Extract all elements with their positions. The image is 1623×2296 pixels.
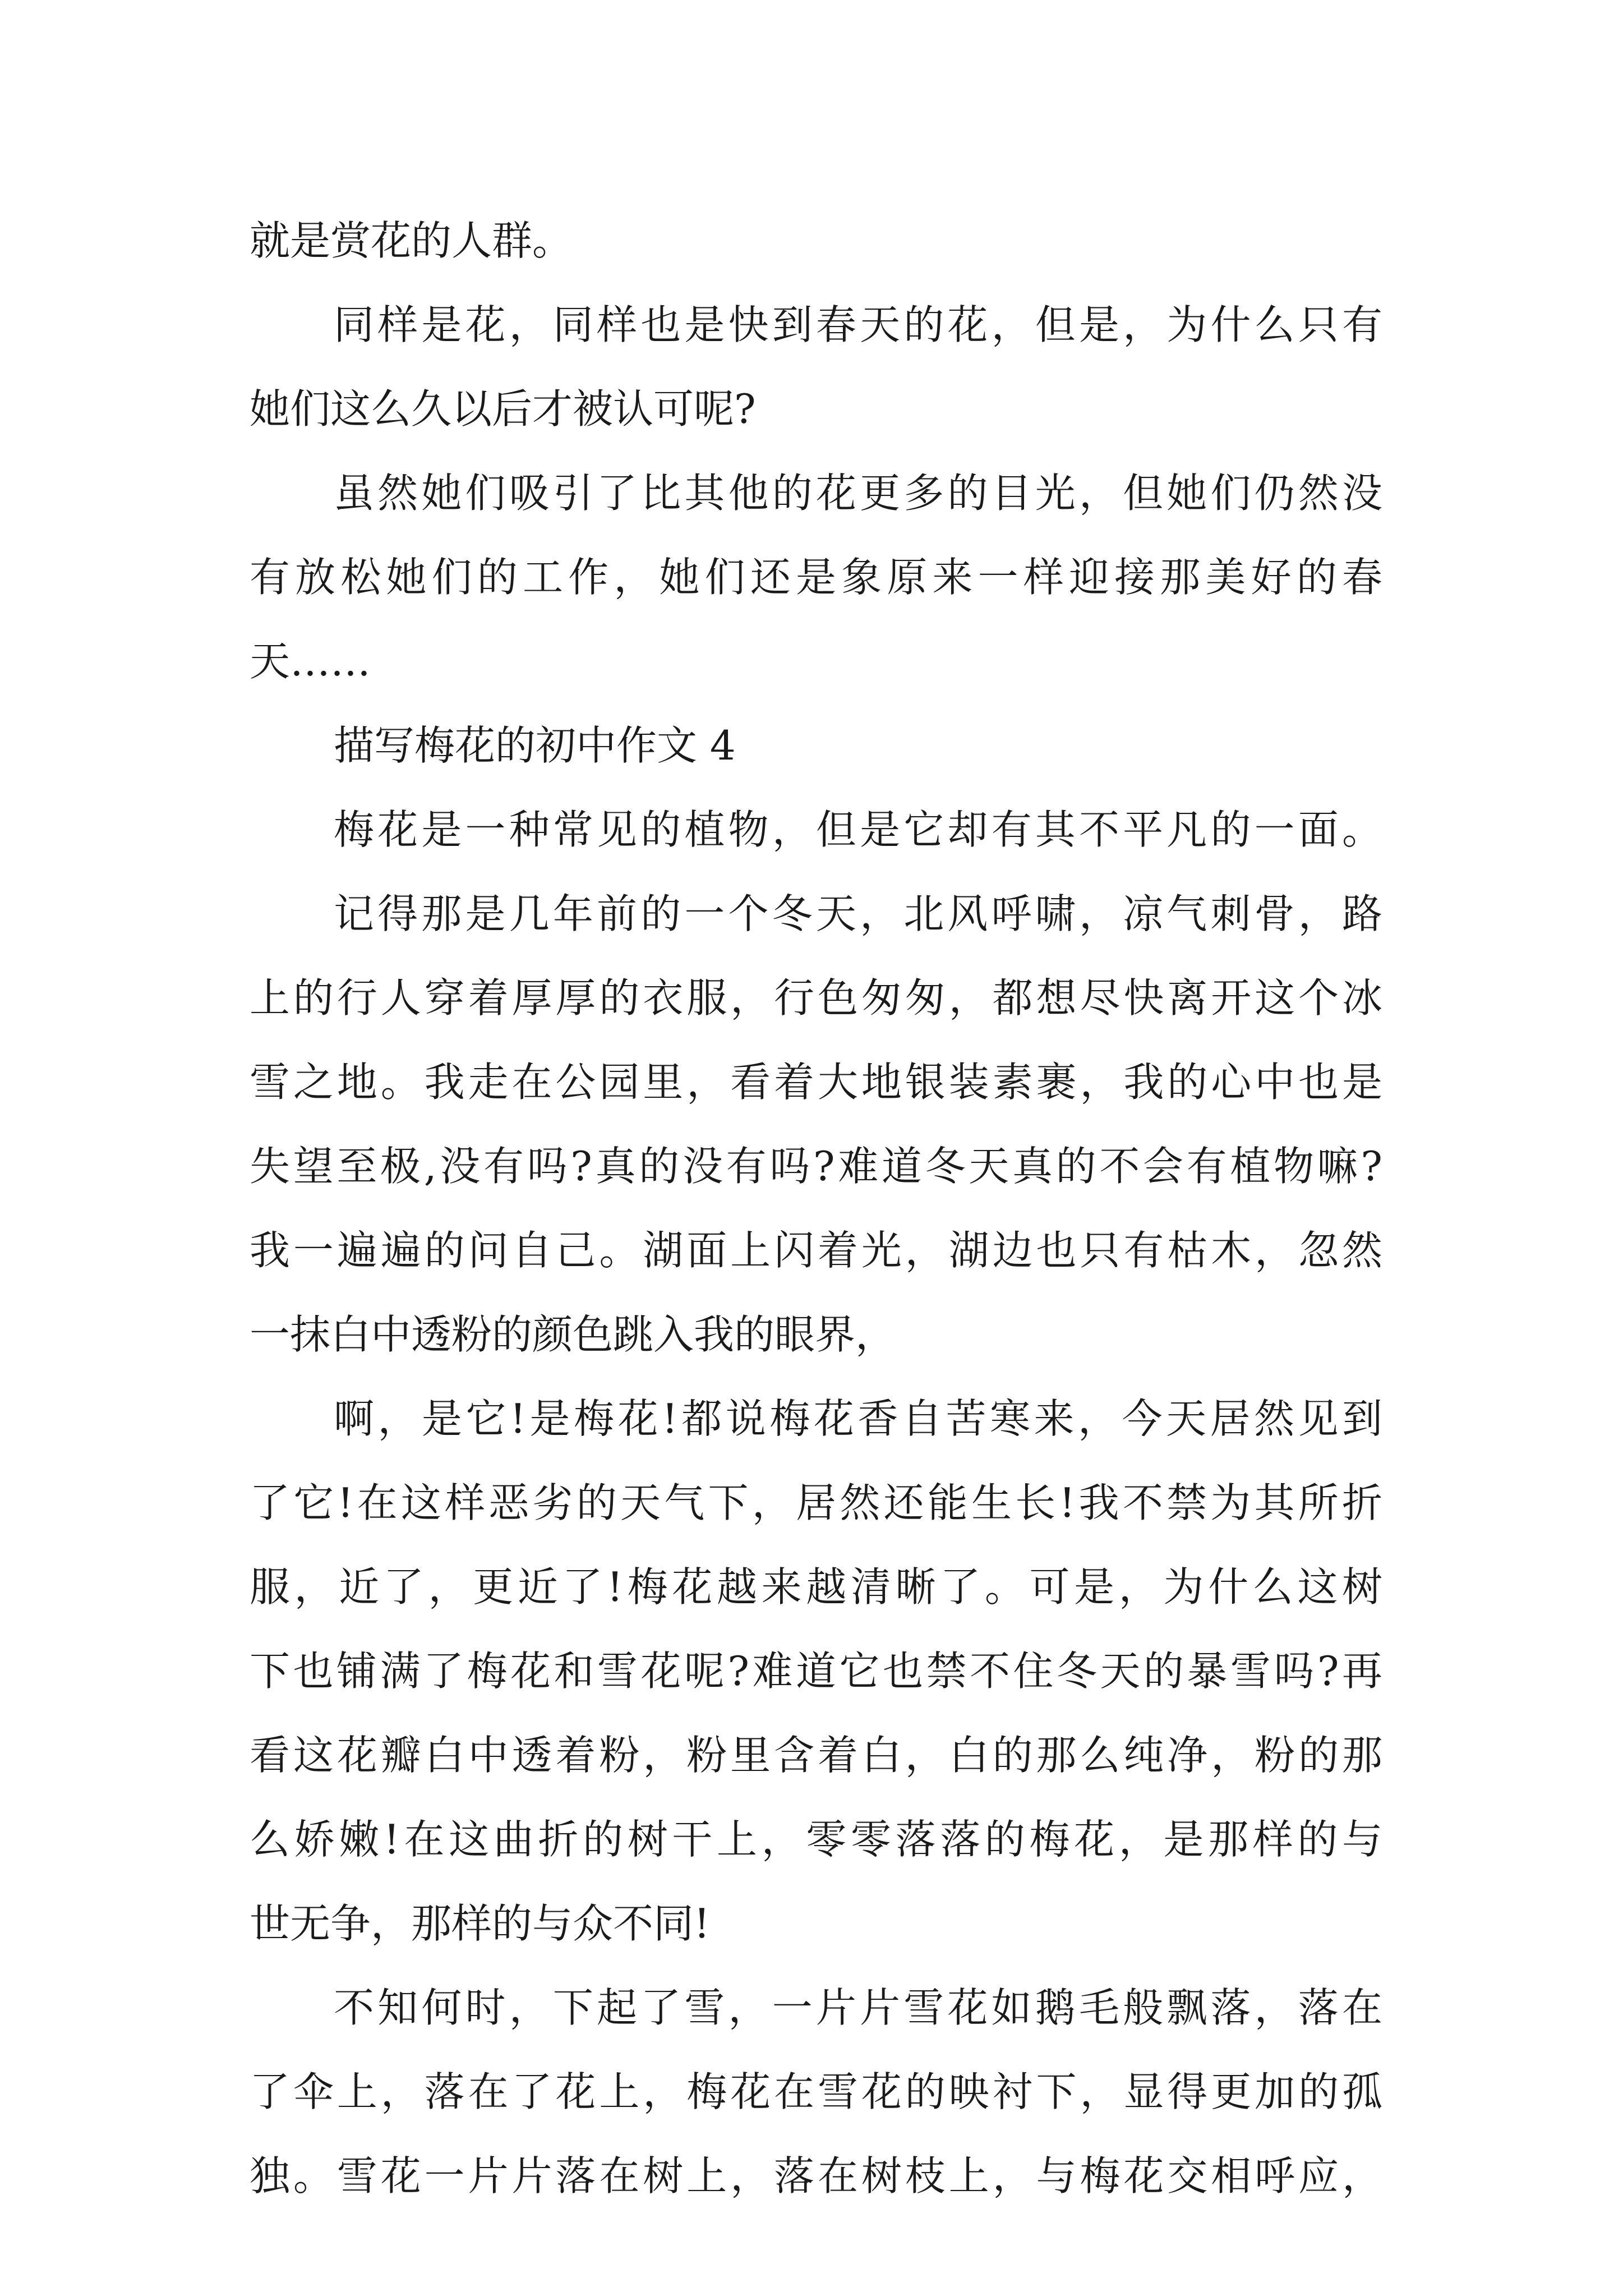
text-line: 同样是花，同样也是快到春天的花，但是，为什么只有 xyxy=(334,301,1382,348)
text-line: 看这花瓣白中透着粉，粉里含着白，白的那么纯净，粉的那 xyxy=(250,1732,1382,1779)
text-line: 服，近了，更近了!梅花越来越清晰了。可是，为什么这树 xyxy=(250,1563,1382,1611)
text-line: 么娇嫩!在这曲折的树干上，零零落落的梅花，是那样的与 xyxy=(250,1816,1382,1863)
text-line: 上的行人穿着厚厚的衣服，行色匆匆，都想尽快离开这个冰 xyxy=(250,974,1382,1022)
text-line: 下也铺满了梅花和雪花呢?难道它也禁不住冬天的暴雪吗?再 xyxy=(250,1648,1382,1695)
text-line: 她们这么久以后才被认可呢? xyxy=(250,385,756,432)
text-line: 虽然她们吸引了比其他的花更多的目光，但她们仍然没 xyxy=(334,470,1382,517)
text-line: 记得那是几年前的一个冬天，北风呼啸，凉气刺骨，路 xyxy=(334,890,1382,937)
text-line: 独。雪花一片片落在树上，落在树枝上，与梅花交相呼应， xyxy=(250,2152,1382,2200)
text-line: 有放松她们的工作，她们还是象原来一样迎接那美好的春 xyxy=(250,554,1382,601)
text-line: 一抹白中透粉的颜色跳入我的眼界， xyxy=(250,1311,896,1358)
text-line: 啊，是它!是梅花!都说梅花香自苦寒来，今天居然见到 xyxy=(334,1395,1382,1442)
text-line: 我一遍遍的问自己。湖面上闪着光，湖边也只有枯木，忽然 xyxy=(250,1227,1382,1274)
text-line: 梅花是一种常见的植物，但是它却有其不平凡的一面。 xyxy=(334,806,1382,853)
text-line: 了伞上，落在了花上，梅花在雪花的映衬下，显得更加的孤 xyxy=(250,2068,1382,2115)
text-line: 世无争，那样的与众不同! xyxy=(250,1900,710,1947)
text-line: 了它!在这样恶劣的天气下，居然还能生长!我不禁为其所折 xyxy=(250,1479,1382,1526)
text-line: 雪之地。我走在公园里，看着大地银装素裹，我的心中也是 xyxy=(250,1059,1382,1106)
text-line: 就是赏花的人群。 xyxy=(250,217,573,264)
section-heading: 描写梅花的初中作文 4 xyxy=(334,722,736,769)
text-line: 不知何时，下起了雪，一片片雪花如鹅毛般飘落，落在 xyxy=(334,1984,1382,2031)
text-line: 天…… xyxy=(250,638,371,685)
text-line: 失望至极,没有吗?真的没有吗?难道冬天真的不会有植物嘛? xyxy=(250,1143,1382,1190)
